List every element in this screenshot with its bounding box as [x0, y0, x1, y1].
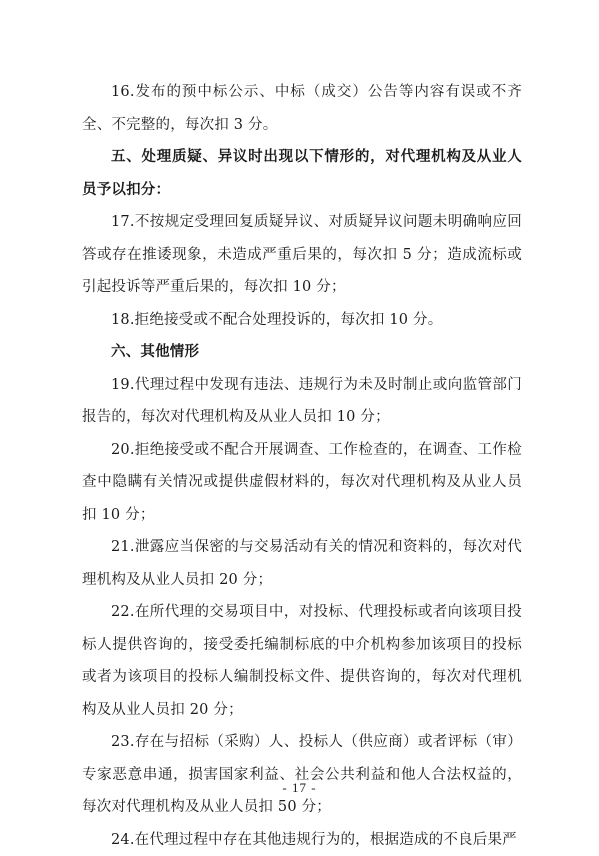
paragraph-item-21: 21.泄露应当保密的与交易活动有关的情况和资料的，每次对代理机构及从业人员扣 20 分；	[82, 531, 522, 596]
section-heading-5: 五、处理质疑、异议时出现以下情形的，对代理机构及从业人员予以扣分：	[82, 141, 522, 206]
paragraph-item-24: 24.在代理过程中存在其他违规行为的，根据造成的不良后果严	[82, 824, 522, 856]
paragraph-item-19: 19.代理过程中发现有违法、违规行为未及时制止或向监管部门报告的，每次对代理机构及从业人员扣 10 分；	[82, 369, 522, 434]
paragraph-item-18: 18.拒绝接受或不配合处理投诉的，每次扣 10 分。	[82, 304, 522, 337]
paragraph-item-17: 17.不按规定受理回复质疑异议、对质疑异议问题未明确响应回答或存在推诿现象，未造成严重后果的，每次扣 5 分；造成流标或引起投诉等严重后果的，每次扣 10 分；	[82, 206, 522, 304]
paragraph-item-22: 22.在所代理的交易项目中，对投标、代理投标或者向该项目投标人提供咨询的，接受委托编制标底的中介机构参加该项目的投标或者为该项目的投标人编制投标文件、提供咨询的，每次对代理机构及从业人员扣 20 分；	[82, 596, 522, 726]
document-body	[82, 76, 522, 856]
paragraph-item-16: 16.发布的预中标公示、中标（成交）公告等内容有误或不齐全、不完整的，每次扣 3 分。	[82, 76, 522, 141]
paragraph-item-23: 23.存在与招标（采购）人、投标人（供应商）或者评标（审）专家恶意串通，损害国家利益、社会公共利益和他人合法权益的，每次对代理机构及从业人员扣 50 分；	[82, 726, 522, 824]
section-heading-6: 六、其他情形	[82, 336, 522, 369]
paragraph-item-20: 20.拒绝接受或不配合开展调查、工作检查的，在调查、工作检查中隐瞒有关情况或提供虚假材料的，每次对代理机构及从业人员扣 10 分；	[82, 434, 522, 532]
page-number: - 17 -	[0, 780, 599, 796]
